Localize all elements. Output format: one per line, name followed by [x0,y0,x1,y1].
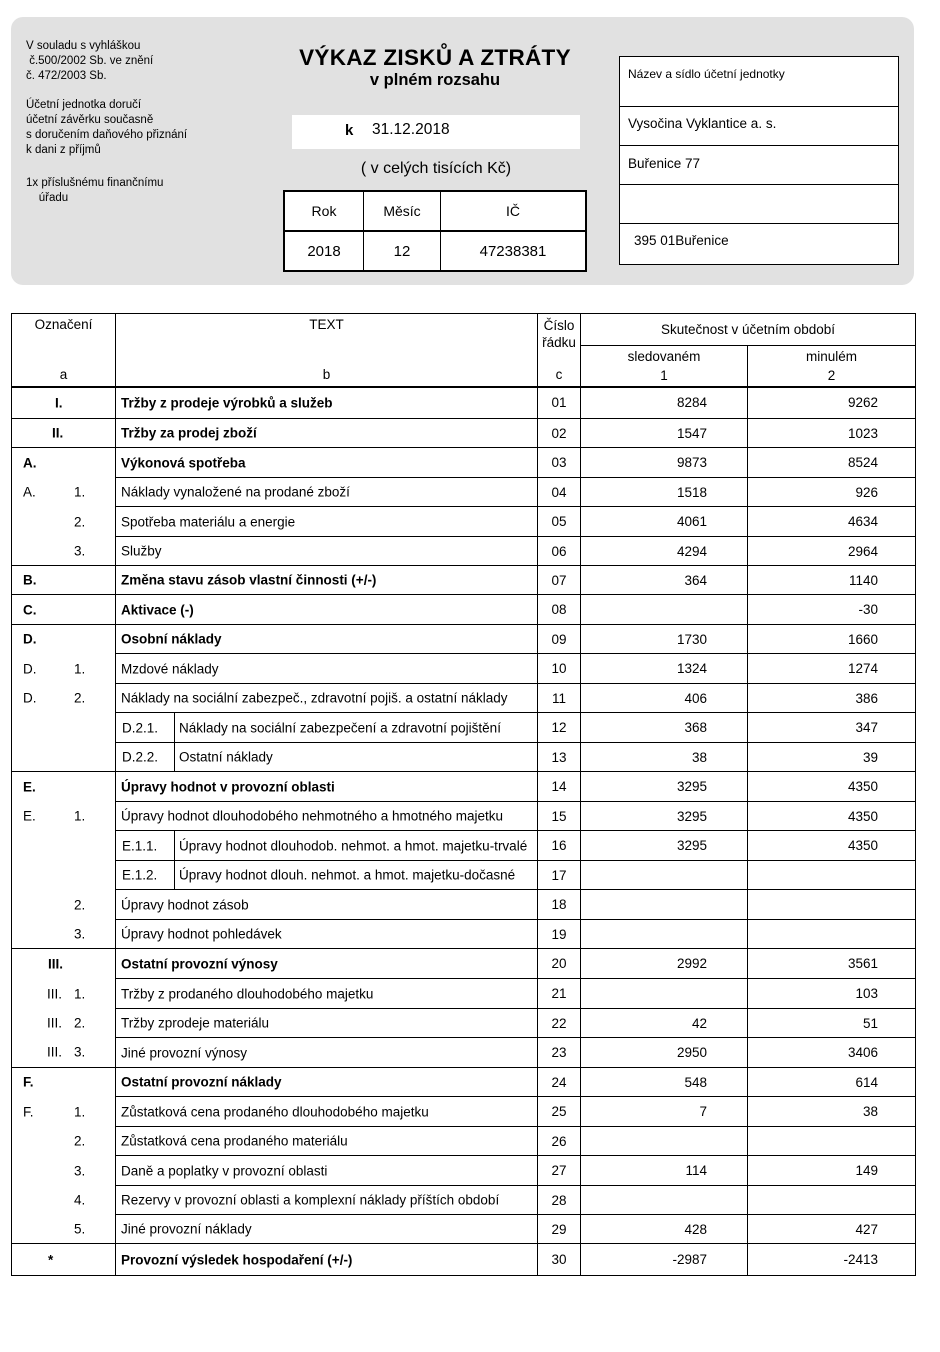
table-row [12,743,916,772]
previous-value [748,1186,916,1215]
table-row [12,419,916,448]
legal-note: V souladu s vyhláškou č.500/2002 Sb. ve znění č. 472/2003 Sb. [26,40,154,82]
row-text: Tržby zprodeje materiálu [116,1009,538,1038]
current-value [581,920,748,949]
col-c-header: Číslo řádku c [538,314,581,387]
row-text: Provozní výsledek hospodaření (+/-) [116,1244,538,1276]
table-header-row [12,314,916,346]
previous-value: 1274 [748,654,916,684]
row-number: 24 [538,1068,581,1097]
row-marking: D. [12,625,116,654]
row-text: Zůstatková cena prodaného materiálu [116,1127,538,1156]
row-text: Změna stavu zásob vlastní činnosti (+/-) [116,566,538,595]
current-value: 4061 [581,507,748,537]
row-text: Zůstatková cena prodaného dlouhodobého majetku [116,1097,538,1127]
row-marking: 4. [12,1186,116,1215]
table-row [12,1156,916,1186]
row-text: Ostatní provozní náklady [116,1068,538,1097]
row-text: Úpravy hodnot zásob [116,890,538,920]
table-row [12,831,916,861]
previous-value: 9262 [748,387,916,419]
table-row [12,1186,916,1215]
row-number: 18 [538,890,581,920]
row-marking: 2. [12,1127,116,1156]
row-text: Rezervy v provozní oblasti a komplexní náklady příštích období [116,1186,538,1215]
table-row [12,684,916,713]
row-number: 03 [538,448,581,478]
row-marking: C. [12,595,116,625]
previous-value: 926 [748,478,916,507]
previous-value: 149 [748,1156,916,1186]
current-value: 368 [581,713,748,743]
previous-value: 3406 [748,1038,916,1068]
month-label: Měsíc [364,191,441,231]
row-number: 11 [538,684,581,713]
previous-value: 614 [748,1068,916,1097]
row-subcode: E.1.1. [122,838,158,853]
row-marking: A. 1. [12,478,116,507]
table-row [12,625,916,654]
entity-box [619,56,899,265]
delivery-note: Účetní jednotka doručí účetní závěrku současně s doručením daňového přiznání k dani z příjmů [26,99,188,156]
previous-value: 386 [748,684,916,713]
previous-value: 3561 [748,949,916,979]
table-row [12,1215,916,1244]
current-value: 2992 [581,949,748,979]
row-number: 01 [538,387,581,419]
previous-value: 38 [748,1097,916,1127]
table-row [12,478,916,507]
row-marking: I. [12,387,116,419]
row-number: 08 [538,595,581,625]
current-value: 3295 [581,802,748,831]
row-marking: II. [12,419,116,448]
row-number: 10 [538,654,581,684]
profit-loss-table [11,313,916,1276]
current-value: 7 [581,1097,748,1127]
row-text: E.1.1. Úpravy hodnot dlouhodob. nehmot. a hmot. majetku-trvalé [116,831,538,861]
previous-period-header: minulém 2 [748,346,916,387]
table-row [12,890,916,920]
row-text: E.1.2. Úpravy hodnot dlouh. nehmot. a hmot. majetku-dočasné [116,861,538,890]
previous-value: 4350 [748,831,916,861]
previous-value: 1660 [748,625,916,654]
month-value: 12 [364,231,441,271]
table-row [12,507,916,537]
row-subcode: D.2.2. [122,749,159,765]
table-row [12,1097,916,1127]
table-row [12,979,916,1009]
previous-value: 1023 [748,419,916,448]
table-row [12,1068,916,1097]
units-note: ( v celých tisících Kč) [360,160,512,177]
row-number: 30 [538,1244,581,1276]
ic-value: 47238381 [441,231,587,271]
current-period-header: sledovaném 1 [581,346,748,387]
current-value: 2950 [581,1038,748,1068]
row-text: Náklady na sociální zabezpeč., zdravotní pojiš. a ostatní náklady [116,684,538,713]
row-marking: 3. [12,1156,116,1186]
current-value: 4294 [581,537,748,566]
row-marking: D. 1. [12,654,116,684]
row-marking: A. [12,448,116,478]
row-text: Daně a poplatky v provozní oblasti [116,1156,538,1186]
period-header: Skutečnost v účetním období [581,314,916,346]
id-table [283,190,587,272]
row-text: Jiné provozní výnosy [116,1038,538,1068]
current-value [581,890,748,920]
row-marking: F. 1. [12,1097,116,1127]
row-text: Aktivace (-) [116,595,538,625]
report-title: VÝKAZ ZISKŮ A ZTRÁTY [299,45,571,70]
previous-value [748,920,916,949]
current-value [581,595,748,625]
row-number: 04 [538,478,581,507]
row-number: 28 [538,1186,581,1215]
row-number: 19 [538,920,581,949]
row-text: Úpravy hodnot v provozní oblasti [116,772,538,802]
table-row [12,1127,916,1156]
row-subcode: D.2.1. [122,720,159,735]
previous-value: 4634 [748,507,916,537]
row-number: 22 [538,1009,581,1038]
previous-value [748,890,916,920]
row-number: 14 [538,772,581,802]
row-text: Náklady vynaložené na prodané zboží [116,478,538,507]
table-row [12,713,916,743]
row-number: 13 [538,743,581,772]
table-row [12,949,916,979]
row-text: Úpravy hodnot dlouhodobého nehmotného a hmotného majetku [116,802,538,831]
date-box [292,115,580,149]
previous-value: 1140 [748,566,916,595]
row-marking: 2. [12,507,116,537]
row-text: Tržby za prodej zboží [116,419,538,448]
table-row [12,861,916,890]
row-marking: III. 3. [12,1038,116,1068]
row-number: 12 [538,713,581,743]
row-marking: 3. [12,537,116,566]
entity-street: Buřenice 77 [628,156,701,171]
previous-value: 4350 [748,772,916,802]
row-text: Mzdové náklady [116,654,538,684]
table-row [12,387,916,419]
current-value [581,861,748,890]
row-number: 07 [538,566,581,595]
table-row [12,920,916,949]
table-row [12,802,916,831]
row-text: Spotřeba materiálu a energie [116,507,538,537]
row-number: 09 [538,625,581,654]
row-marking [12,831,116,861]
row-subcode: E.1.2. [122,867,158,883]
current-value: 406 [581,684,748,713]
row-text: D.2.2. Ostatní náklady [116,743,538,772]
previous-value: -30 [748,595,916,625]
current-value: 548 [581,1068,748,1097]
row-text: Ostatní provozní výnosy [116,949,538,979]
current-value: 8284 [581,387,748,419]
current-value: 42 [581,1009,748,1038]
previous-value: 2964 [748,537,916,566]
row-marking: III. 1. [12,979,116,1009]
table-row [12,566,916,595]
row-text: D.2.1. Náklady na sociální zabezpečení a zdravotní pojištění [116,713,538,743]
entity-label: Název a sídlo účetní jednotky [628,67,785,81]
current-value: -2987 [581,1244,748,1276]
current-value: 428 [581,1215,748,1244]
row-number: 05 [538,507,581,537]
row-marking [12,713,116,743]
row-marking: E. [12,772,116,802]
row-text: Výkonová spotřeba [116,448,538,478]
current-value: 1518 [581,478,748,507]
current-value: 38 [581,743,748,772]
row-number: 29 [538,1215,581,1244]
table-row [12,654,916,684]
row-number: 02 [538,419,581,448]
row-marking: D. 2. [12,684,116,713]
current-value: 1730 [581,625,748,654]
previous-value [748,861,916,890]
date-prefix: k [345,122,354,139]
col-b-header: TEXT b [116,314,538,387]
table-row [12,448,916,478]
row-marking: 2. [12,890,116,920]
row-marking [12,743,116,772]
row-number: 27 [538,1156,581,1186]
row-marking [12,861,116,890]
row-number: 15 [538,802,581,831]
table-row [12,1244,916,1276]
current-value [581,1186,748,1215]
row-number: 26 [538,1127,581,1156]
row-number: 23 [538,1038,581,1068]
row-marking: III. [12,949,116,979]
year-value: 2018 [284,231,364,271]
row-text: Služby [116,537,538,566]
ic-label: IČ [441,191,587,231]
row-number: 25 [538,1097,581,1127]
row-number: 16 [538,831,581,861]
current-value: 3295 [581,772,748,802]
table-row [12,1009,916,1038]
current-value [581,1127,748,1156]
previous-value: 347 [748,713,916,743]
current-value: 364 [581,566,748,595]
row-marking: B. [12,566,116,595]
col-a-header: Označení a [12,314,116,387]
row-marking: 3. [12,920,116,949]
row-marking: III. 2. [12,1009,116,1038]
entity-city: 395 01Buřenice [634,233,729,248]
current-value: 9873 [581,448,748,478]
previous-value: 427 [748,1215,916,1244]
row-text: Osobní náklady [116,625,538,654]
row-marking: F. [12,1068,116,1097]
table-row [12,537,916,566]
row-number: 20 [538,949,581,979]
row-text: Tržby z prodaného dlouhodobého majetku [116,979,538,1009]
year-label: Rok [284,191,364,231]
report-subtitle: v plném rozsahu [369,71,501,89]
table-row [12,1038,916,1068]
previous-value [748,1127,916,1156]
current-value: 1324 [581,654,748,684]
current-value: 3295 [581,831,748,861]
previous-value: -2413 [748,1244,916,1276]
row-number: 06 [538,537,581,566]
previous-value: 4350 [748,802,916,831]
report-date: 31.12.2018 [372,121,450,138]
entity-name: Vysočina Vyklantice a. s. [628,116,777,131]
row-number: 21 [538,979,581,1009]
previous-value: 8524 [748,448,916,478]
copies-note: 1x příslušnému finančnímu úřadu [26,177,164,204]
previous-value: 51 [748,1009,916,1038]
previous-value: 103 [748,979,916,1009]
row-text: Tržby z prodeje výrobků a služeb [116,387,538,419]
row-marking: * [12,1244,116,1276]
current-value [581,979,748,1009]
row-text: Jiné provozní náklady [116,1215,538,1244]
row-marking: 5. [12,1215,116,1244]
current-value: 1547 [581,419,748,448]
row-marking: E. 1. [12,802,116,831]
previous-value: 39 [748,743,916,772]
current-value: 114 [581,1156,748,1186]
row-text: Úpravy hodnot pohledávek [116,920,538,949]
table-row [12,772,916,802]
row-number: 17 [538,861,581,890]
table-row [12,595,916,625]
